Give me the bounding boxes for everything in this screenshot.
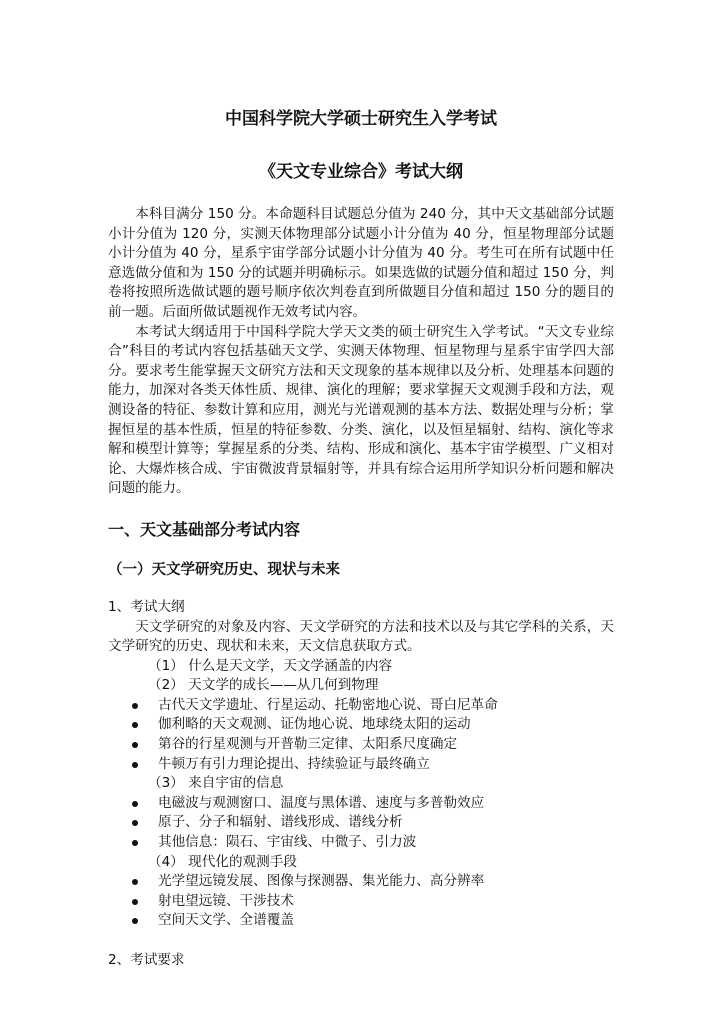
bullet-icon xyxy=(132,801,138,807)
bullet-text: 伽利略的天文观测、证伪地心说、地球绕太阳的运动 xyxy=(158,716,471,733)
bullet-icon xyxy=(132,703,138,709)
numbered-item: （3） 来自宇宙的信息 xyxy=(148,775,284,792)
bullet-item xyxy=(108,813,614,833)
numbered-item: （2） 天文学的成长——从几何到物理 xyxy=(148,677,379,694)
bullet-item xyxy=(108,794,614,814)
bullet-item xyxy=(108,911,614,931)
bullet-item xyxy=(108,715,614,735)
bullet-text: 第谷的行星观测与开普勒三定律、太阳系尺度确定 xyxy=(158,736,458,753)
bullet-item xyxy=(108,892,614,912)
document-subtitle: 《天文专业综合》考试大纲 xyxy=(259,162,463,182)
bullet-text: 电磁波与观测窗口、温度与黑体谱、速度与多普勒效应 xyxy=(158,794,485,811)
document-title: 中国科学院大学硕士研究生入学考试 xyxy=(225,109,497,129)
numbered-item: （1） 什么是天文学，天文学涵盖的内容 xyxy=(148,657,393,674)
bullet-icon xyxy=(132,820,138,826)
bullet-icon xyxy=(132,840,138,846)
bullet-item xyxy=(108,735,614,755)
numbered-item: （4） 现代化的观测手段 xyxy=(148,853,297,870)
bullet-icon xyxy=(132,742,138,748)
paragraph-scope: 本考试大纲适用于中国科学院大学天文类的硕士研究生入学考试。“天文专业综合”科目的考试内容包括基础天文学、实测天体物理、恒星物理与星系宇宙学四大部分。要求考生能掌握天文研究方法和天文现象的基本规律以及分析、处理基本问题的能力，加深对各类天体性质、规律、演化的理解；要求掌握天文观测手段和方法，观测设备的特征、参数计算和应用，测光与光谱观测的基本方法、数据处理与分析；掌握恒星的基本性质，恒星的特征参数、分类、演化，以及恒星辐射、结构、演化等求解和模型计算等；掌握星系的分类、结构、形成和演化、基本宇宙学模型、广义相对论、大爆炸核合成、宇宙微波背景辐射等，并具有综合运用所学知识分析问题和解决问题的能力。 xyxy=(108,323,614,497)
bullet-icon xyxy=(132,918,138,924)
outline-items xyxy=(108,657,614,931)
bullet-text: 射电望远镜、干涉技术 xyxy=(158,892,294,909)
bullet-text: 其他信息：陨石、宇宙线、中微子、引力波 xyxy=(158,834,417,851)
bullet-item xyxy=(108,696,614,716)
bullet-icon xyxy=(132,762,138,768)
bullet-icon xyxy=(132,899,138,905)
outline-label: 1、考试大纲 xyxy=(108,598,185,615)
bullet-icon xyxy=(132,879,138,885)
bullet-text: 古代天文学遗址、行星运动、托勒密地心说、哥白尼革命 xyxy=(158,696,498,713)
section-heading: 一、天文基础部分考试内容 xyxy=(108,519,301,539)
bullet-text: 原子、分子和辐射、谱线形成、谱线分析 xyxy=(158,814,403,831)
document-body xyxy=(108,0,614,970)
bullet-item xyxy=(108,833,614,853)
bullet-text: 光学望远镜发展、图像与探测器、集光能力、高分辨率 xyxy=(158,873,485,890)
bullet-item xyxy=(108,755,614,775)
subsection-heading: （一）天文学研究历史、现状与未来 xyxy=(108,560,340,578)
paragraph-scoring: 本科目满分 150 分。本命题科目试题总分值为 240 分，其中天文基础部分试题小计分值为 120 分，实测天体物理部分试题小计分值为 40 分，恒星物理部分试题小计分值为 40 分，星系宇宙学部分试题小计分值为 40 分。考生可在所有试题中任意选做分值和为 150 分的试题并明确标示。如果选做的试题分值和超过 150 分，判卷将按照所选做试题的题号顺序依次判卷直到所做题目分值和超过 150 分的题目的前一题。后面所做试题视作无效考试内容。 xyxy=(108,206,614,320)
outline-text: 天文学研究的对象及内容、天文学研究的方法和技术以及与其它学科的关系，天文学研究的历史、现状和未来，天文信息获取方式。 xyxy=(108,618,614,655)
outline-block xyxy=(108,598,614,970)
bullet-text: 牛顿万有引力理论提出、持续验证与最终确立 xyxy=(158,755,430,772)
bullet-icon xyxy=(132,722,138,728)
bullet-text: 空间天文学、全谱覆盖 xyxy=(158,912,294,929)
bullet-item xyxy=(108,872,614,892)
requirements-label: 2、考试要求 xyxy=(108,951,185,968)
